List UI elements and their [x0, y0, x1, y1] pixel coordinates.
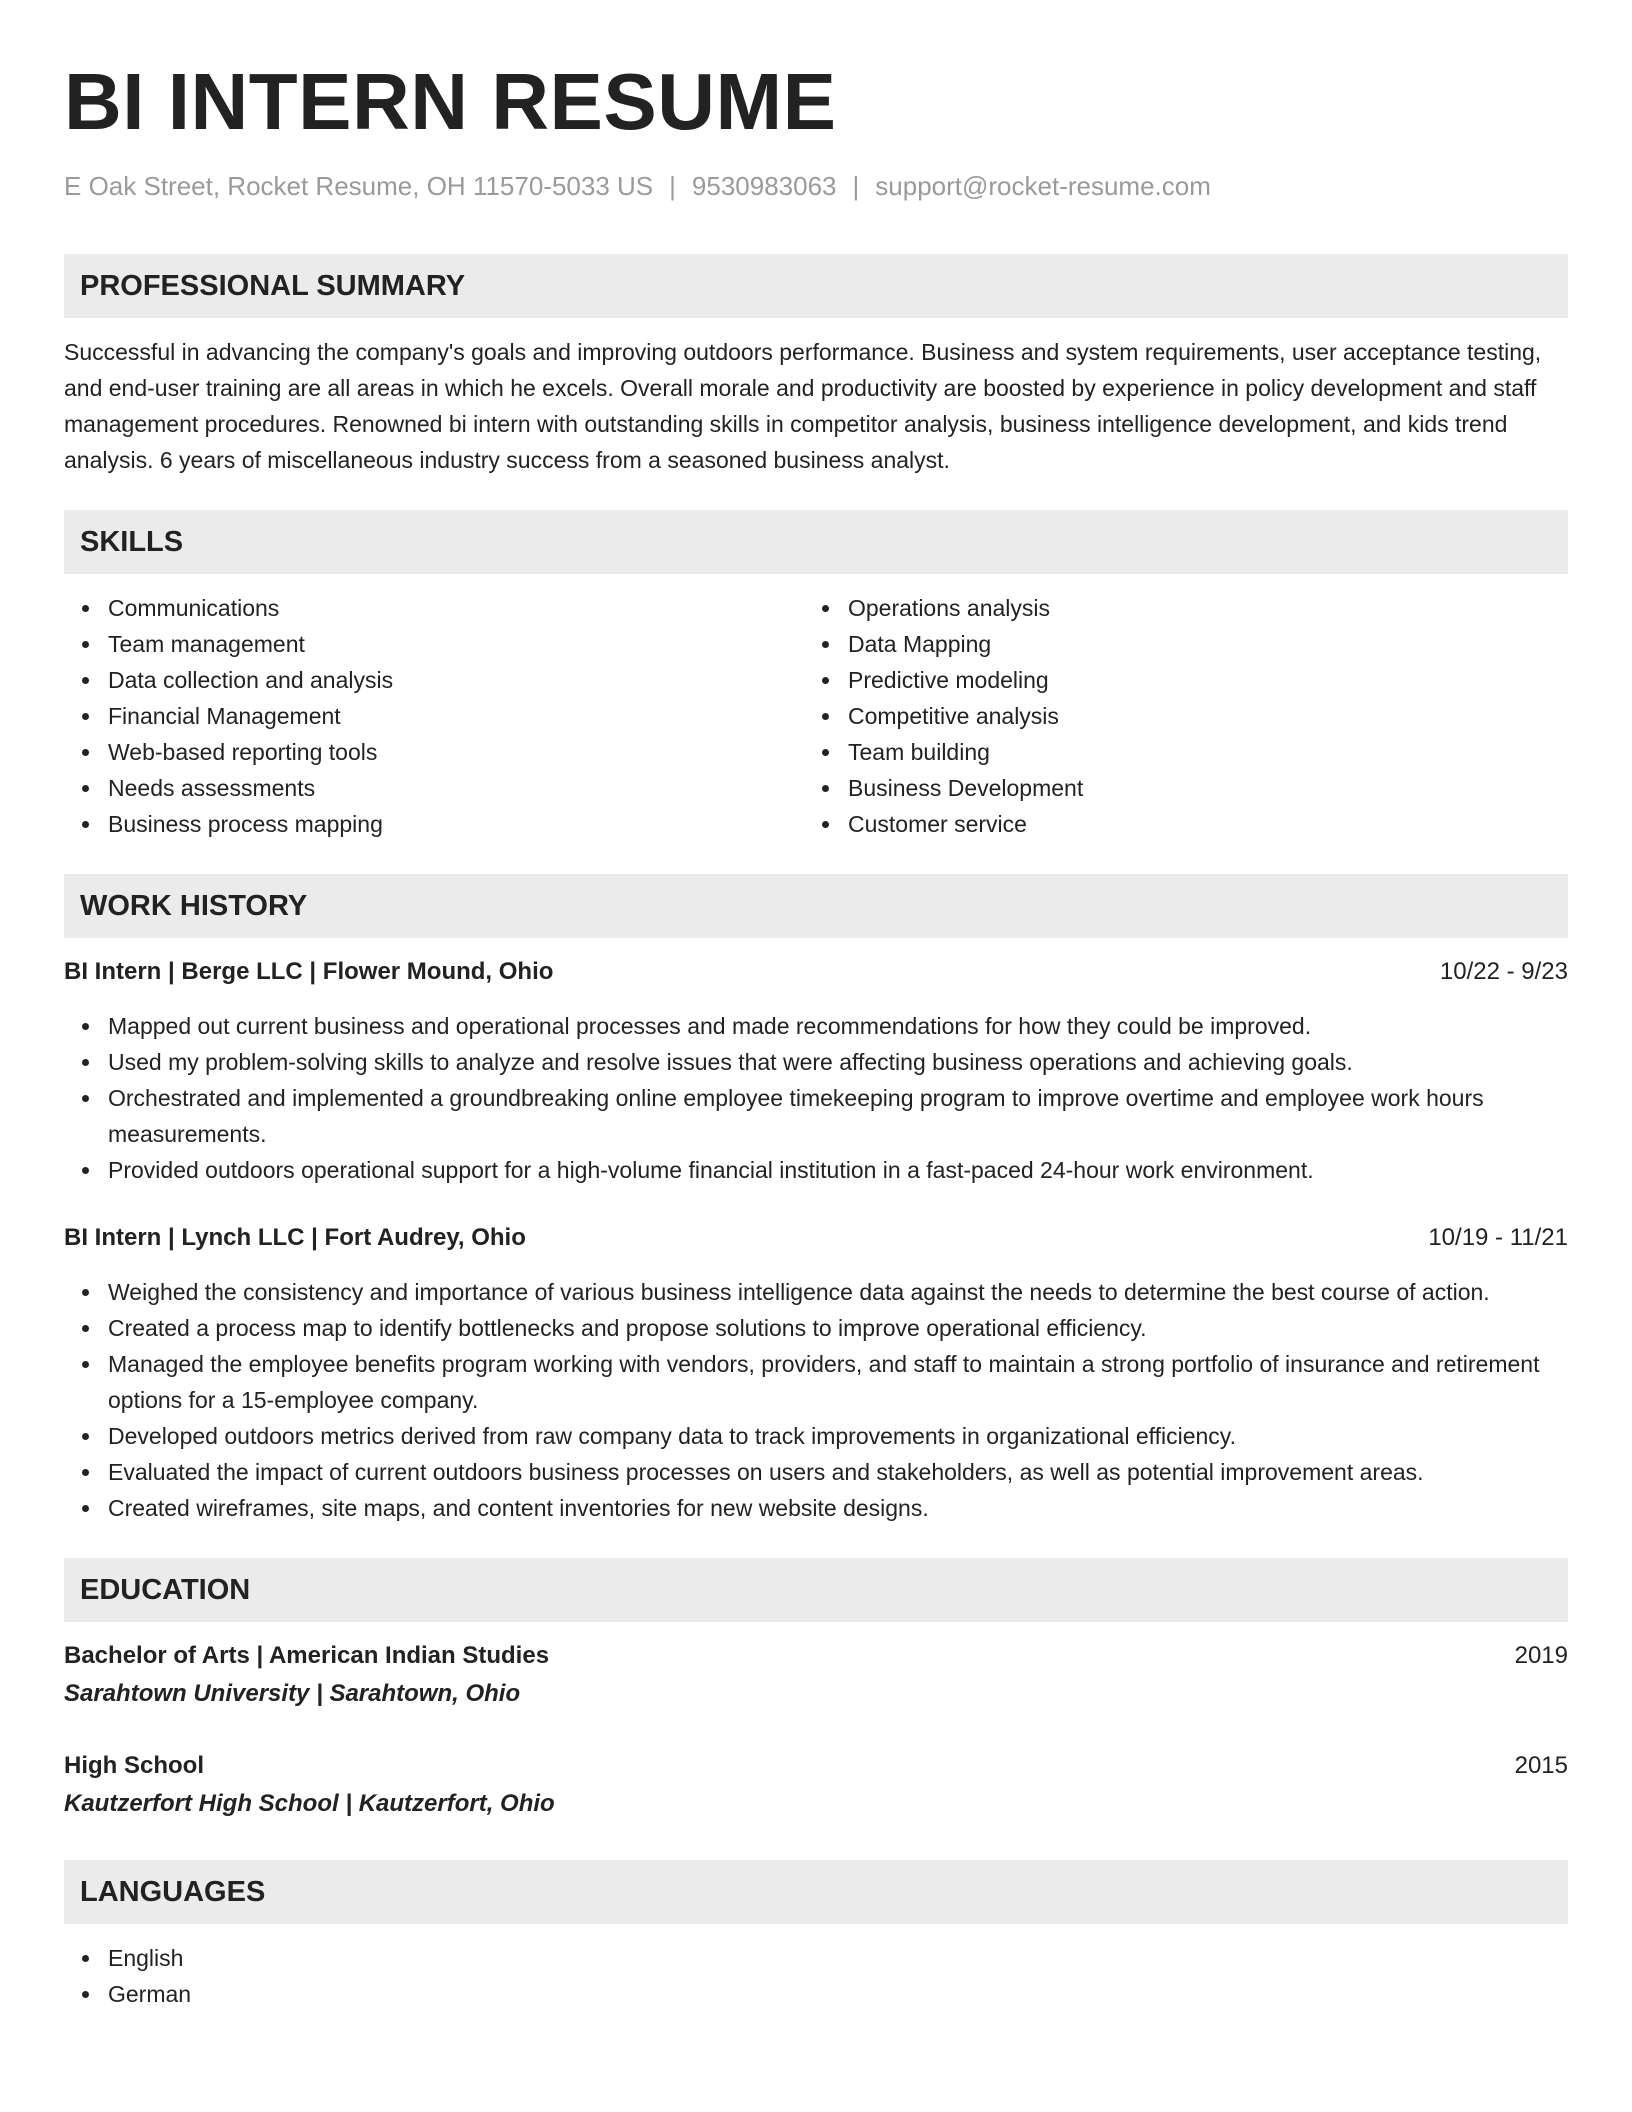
job-dates: 10/22 - 9/23 — [1439, 958, 1568, 985]
summary-heading: PROFESSIONAL SUMMARY — [64, 254, 1568, 318]
resume-title: BI INTERN RESUME — [64, 57, 837, 146]
skills-list-right — [804, 590, 1544, 842]
skill-item: Web-based reporting tools — [64, 734, 804, 770]
job-header — [64, 1220, 1568, 1256]
job-bullet: Orchestrated and implemented a groundbreaking online employee timekeeping program to improve overtime and employee work hours measurements. — [64, 1080, 1568, 1152]
skill-item: Data Mapping — [804, 626, 1544, 662]
skills-heading: SKILLS — [64, 510, 1568, 574]
education-school: Sarahtown University | Sarahtown, Ohio — [64, 1680, 521, 1707]
skill-item: Team building — [804, 734, 1544, 770]
education-header — [64, 1638, 1568, 1674]
job-bullet: Created wireframes, site maps, and content inventories for new website designs. — [64, 1490, 1568, 1526]
education-degree: Bachelor of Arts | American Indian Studies — [64, 1642, 550, 1669]
skill-item: Competitive analysis — [804, 698, 1544, 734]
job-bullet: Managed the employee benefits program working with vendors, providers, and staff to maintain a strong portfolio of insurance and retirement options for a 15-employee company. — [64, 1346, 1568, 1418]
job-bullet: Developed outdoors metrics derived from raw company data to track improvements in organizational efficiency. — [64, 1418, 1568, 1454]
skills-columns — [64, 590, 1568, 842]
education-year: 2015 — [1514, 1752, 1568, 1779]
job-bullet: Weighed the consistency and importance of various business intelligence data against the needs to determine the best course of action. — [64, 1274, 1568, 1310]
skill-item: Customer service — [804, 806, 1544, 842]
language-item: English — [64, 1940, 1568, 1976]
job-title: BI Intern | Lynch LLC | Fort Audrey, Ohio — [64, 1224, 526, 1251]
job-bullet: Provided outdoors operational support for a high-volume financial institution in a fast-paced 24-hour work environment. — [64, 1152, 1568, 1188]
summary-text: Successful in advancing the company's goals and improving outdoors performance. Business and system requirements, user acceptance testing, and end-user training are all areas in which he excels. Overall morale and productivity are boosted by experience in policy development and staff management procedures. Renowned bi intern with outstanding skills in competitor analysis, business intelligence development, and kids trend analysis. 6 years of miscellaneous industry success from a seasoned business analyst. — [64, 339, 1542, 473]
education-degree: High School — [64, 1752, 204, 1779]
education-entry — [64, 1748, 1568, 1822]
education-school: Kautzerfort High School | Kautzerfort, Ohio — [64, 1790, 555, 1817]
job-bullet: Created a process map to identify bottlenecks and propose solutions to improve operational efficiency. — [64, 1310, 1568, 1346]
job-bullet: Mapped out current business and operational processes and made recommendations for how they could be improved. — [64, 1008, 1568, 1044]
skill-item: Operations analysis — [804, 590, 1544, 626]
skill-item: Business process mapping — [64, 806, 804, 842]
contact-separator: | — [852, 171, 860, 201]
job-entry — [64, 1220, 1568, 1526]
skill-item: Predictive modeling — [804, 662, 1544, 698]
skill-item: Data collection and analysis — [64, 662, 804, 698]
skills-list-left — [64, 590, 804, 842]
skill-item: Communications — [64, 590, 804, 626]
job-bullet: Used my problem-solving skills to analyze and resolve issues that were affecting business operations and achieving goals. — [64, 1044, 1568, 1080]
job-title: BI Intern | Berge LLC | Flower Mound, Ohio — [64, 958, 554, 985]
job-entry — [64, 954, 1568, 1188]
contact-phone: 9530983063 — [691, 171, 837, 201]
language-item: German — [64, 1976, 1568, 2012]
skill-item: Needs assessments — [64, 770, 804, 806]
skill-item: Business Development — [804, 770, 1544, 806]
skill-item: Financial Management — [64, 698, 804, 734]
job-bullet: Evaluated the impact of current outdoors business processes on users and stakeholders, as well as potential improvement areas. — [64, 1454, 1568, 1490]
education-year: 2019 — [1514, 1642, 1568, 1669]
job-bullets — [64, 1008, 1568, 1188]
contact-address: E Oak Street, Rocket Resume, OH 11570-5033 US — [64, 171, 654, 201]
contact-separator: | — [669, 171, 676, 201]
education-header — [64, 1748, 1568, 1784]
languages-heading: LANGUAGES — [64, 1860, 1568, 1924]
contact-email: support@rocket-resume.com — [875, 171, 1211, 201]
contact-line — [64, 168, 1568, 204]
work-heading: WORK HISTORY — [64, 874, 1568, 938]
skill-item: Team management — [64, 626, 804, 662]
education-entry — [64, 1638, 1568, 1712]
job-bullets — [64, 1274, 1568, 1526]
job-header — [64, 954, 1568, 990]
job-dates: 10/19 - 11/21 — [1428, 1224, 1568, 1251]
education-heading: EDUCATION — [64, 1558, 1568, 1622]
languages-list — [64, 1940, 1568, 2012]
